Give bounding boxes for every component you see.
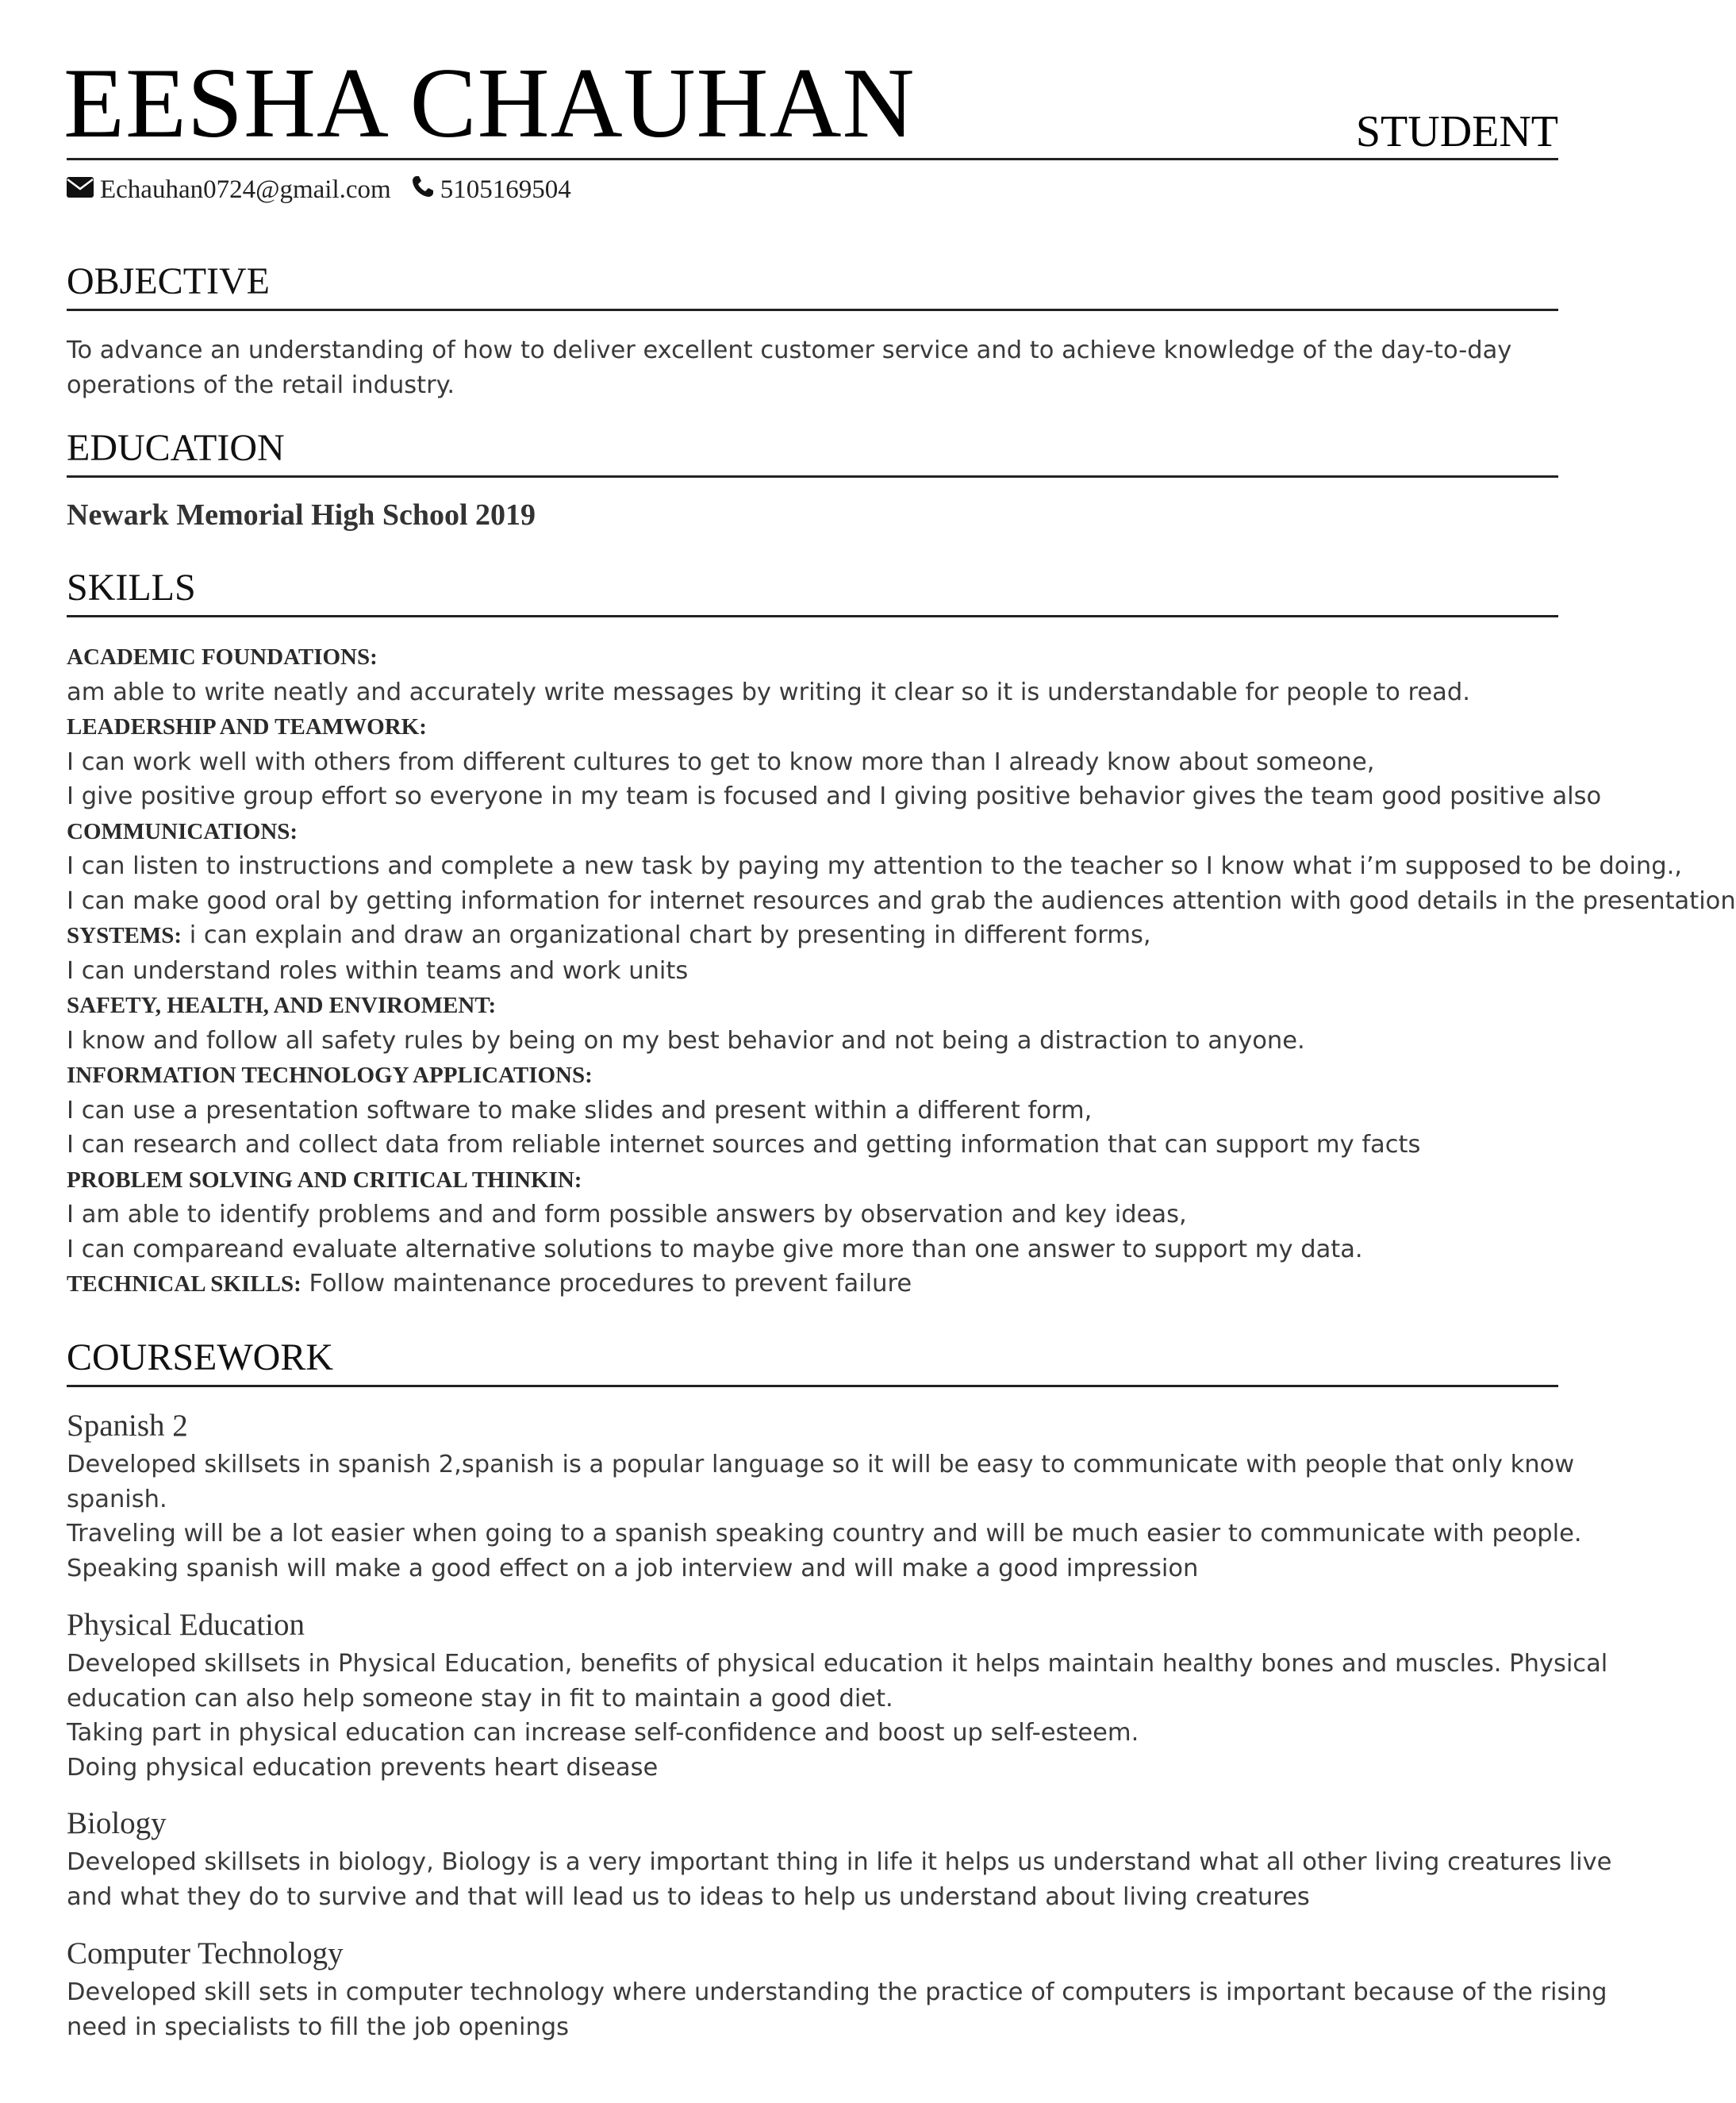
skill-text: am able to write neatly and accurately write messages by writing it clear so it is understandable for people to read. — [67, 678, 1470, 706]
skill-text: I know and follow all safety rules by being on my best behavior and not being a distraction to anyone. — [67, 1026, 1305, 1055]
course-line: Taking part in physical education can increase self-confidence and boost up self-esteem. — [67, 1719, 1139, 1747]
course-spanish — [67, 1406, 1582, 1586]
skill-label-systems: SYSTEMS: — [67, 923, 182, 948]
resume-page — [63, 0, 1736, 2103]
course-title: Biology — [67, 1806, 167, 1840]
course-line: Developed skill sets in computer technology where understanding the practice of computers is important because of the rising — [67, 1978, 1607, 2006]
course-line: and what they do to survive and that will lead us to ideas to help us understand about living creatures — [67, 1882, 1310, 1911]
skill-text: I am able to identify problems and and form possible answers by observation and key ideas, — [67, 1201, 1187, 1228]
skill-text: I can use a presentation software to make slides and present within a different form, — [67, 1096, 1093, 1125]
coursework-heading: COURSEWORK — [67, 1336, 1558, 1387]
objective-text — [67, 333, 1558, 402]
course-physical-education — [67, 1605, 1608, 1785]
skill-label-safety: SAFETY, HEALTH, AND ENVIROMENT: — [67, 993, 497, 1018]
course-biology — [67, 1804, 1612, 1914]
course-line: spanish. — [67, 1485, 167, 1513]
course-line: Speaking spanish will make a good effect on a job interview and will make a good impression — [67, 1554, 1199, 1582]
skill-text: Follow maintenance procedures to prevent failure — [301, 1270, 912, 1298]
skill-text: I can research and collect data from reliable internet sources and getting information that can support my facts — [67, 1131, 1421, 1159]
phone-number[interactable]: 5105169504 — [440, 175, 571, 204]
course-line: Traveling will be a lot easier when going to a spanish speaking country and will be much easier to communicate with people. — [67, 1520, 1582, 1547]
contact-line — [67, 171, 571, 209]
skill-text: I can listen to instructions and complete a new task by paying my attention to the teacher so I know what i’m supposed to be doing., — [67, 852, 1682, 880]
skill-label-it: INFORMATION TECHNOLOGY APPLICATIONS: — [67, 1063, 593, 1088]
skill-text: I give positive group effort so everyone in my team is focused and I giving positive behavior gives the team good positive also — [67, 782, 1602, 810]
school-name: Newark Memorial High School 2019 — [67, 498, 536, 532]
resume-header — [63, 48, 1558, 160]
course-line: Developed skillsets in spanish 2,spanish is a popular language so it will be easy to communicate with people that only know — [67, 1451, 1575, 1478]
course-line: education can also help someone stay in fit to maintain a good diet. — [67, 1684, 893, 1713]
skill-label-academic: ACADEMIC FOUNDATIONS: — [67, 644, 378, 670]
objective-line: To advance an understanding of how to deliver excellent customer service and to achieve knowledge of the day-to-day — [67, 336, 1512, 364]
skill-text: i can explain and draw an organizational chart by presenting in different forms, — [182, 921, 1151, 949]
skills-heading: SKILLS — [67, 566, 1558, 617]
email-link[interactable]: Echauhan0724@gmail.com — [100, 175, 391, 204]
course-title: Spanish 2 — [67, 1409, 188, 1443]
skill-label-problem-solving: PROBLEM SOLVING AND CRITICAL THINKIN: — [67, 1167, 582, 1193]
education-heading: EDUCATION — [67, 426, 1558, 478]
skill-text: I can make good oral by getting information for internet resources and grab the audiences attention with good details in the presentation — [67, 886, 1736, 915]
course-title: Computer Technology — [67, 1936, 344, 1970]
candidate-name: EESHA CHAUHAN — [63, 48, 916, 159]
skill-label-leadership: LEADERSHIP AND TEAMWORK: — [67, 714, 427, 740]
objective-heading: OBJECTIVE — [67, 260, 1558, 311]
course-line: Developed skillsets in Physical Education, benefits of physical education it helps maintain healthy bones and muscles. Physical — [67, 1650, 1608, 1678]
skill-text: I can understand roles within teams and work units — [67, 956, 689, 985]
skills-list — [67, 640, 1736, 1302]
skill-text: I can compareand evaluate alternative solutions to maybe give more than one answer to support my data. — [67, 1235, 1363, 1263]
course-line: Developed skillsets in biology, Biology is a very important thing in life it helps us understand what all other living creatures live — [67, 1848, 1612, 1876]
course-line: need in specialists to fill the job openings — [67, 2013, 570, 2041]
skill-label-technical: TECHNICAL SKILLS: — [67, 1271, 301, 1297]
skill-label-communications: COMMUNICATIONS: — [67, 818, 298, 844]
course-computer-technology — [67, 1934, 1607, 2044]
envelope-icon — [67, 175, 94, 205]
course-line: Doing physical education prevents heart disease — [67, 1753, 659, 1782]
phone-icon — [412, 175, 434, 205]
education-entry — [67, 498, 1558, 532]
objective-line: operations of the retail industry. — [67, 371, 455, 399]
candidate-role: STUDENT — [1355, 107, 1558, 156]
course-title: Physical Education — [67, 1608, 305, 1642]
skill-text: I can work well with others from different cultures to get to know more than I already know about someone, — [67, 748, 1375, 776]
